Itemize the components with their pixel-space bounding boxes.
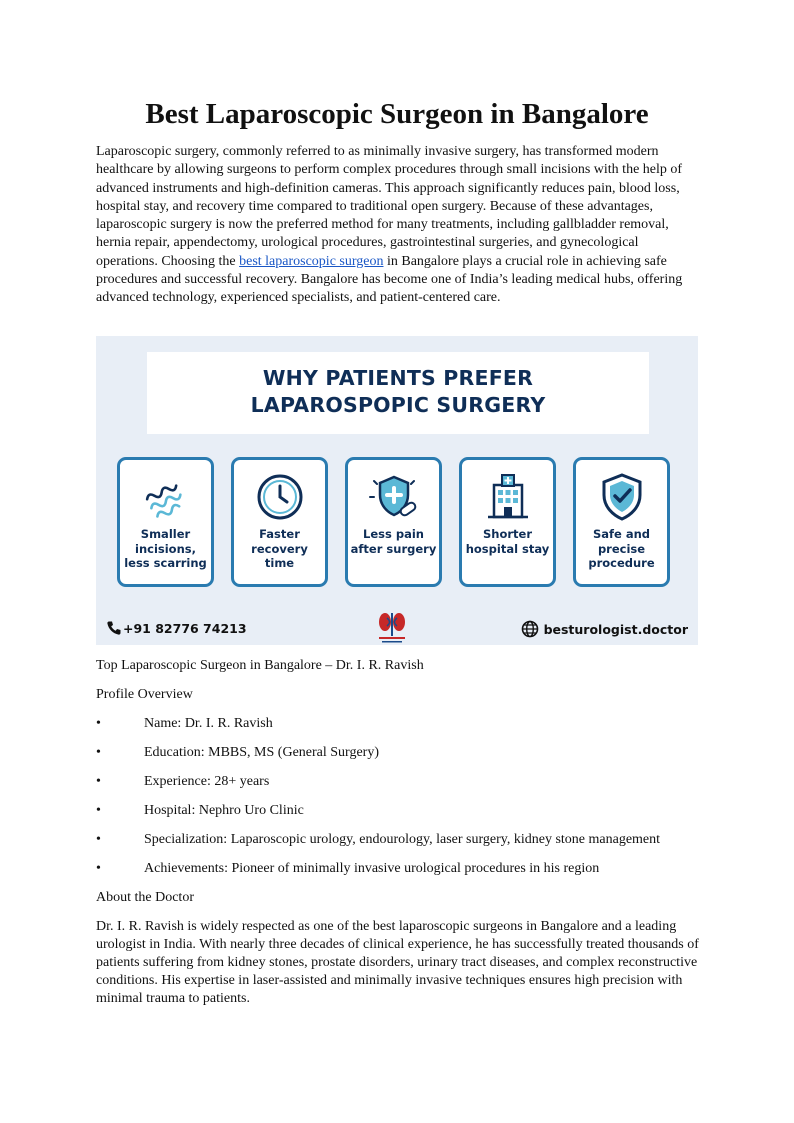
benefit-label-hospital: Shorter hospital stay — [465, 527, 550, 556]
benefit-card-safe — [573, 457, 670, 587]
benefit-card-pain — [345, 457, 442, 587]
bullet: • — [96, 803, 101, 818]
best-laparoscopic-surgeon-link[interactable]: best laparoscopic surgeon — [239, 253, 384, 269]
about-paragraph: Dr. I. R. Ravish is widely respected as one of the best laparoscopic surgeons in Bangalore and a leading urologist in India. With nearly three decades of clinical experience, he has successfully treated thousands of patients suffering from kidney stones, prostate disorders, urinary tract diseases, and complex reconstructive conditions. His expertise in laser-assisted and minimally invasive techniques ensures high precision with minimal trauma to patients. — [96, 919, 699, 1006]
globe-icon — [521, 620, 539, 638]
benefit-card-recovery — [231, 457, 328, 587]
banner-heading-line1: WHY PATIENTS PREFER — [262, 366, 534, 390]
benefit-label-pain: Less pain after surgery — [350, 527, 437, 556]
benefit-card-incisions — [117, 457, 214, 587]
profile-item-text: Education: MBBS, MS (General Surgery) — [144, 745, 379, 760]
phone-icon — [106, 620, 122, 636]
profile-item-text: Achievements: Pioneer of minimally invasive urological procedures in his region — [144, 861, 600, 876]
page-title: Best Laparoscopic Surgeon in Bangalore — [145, 98, 649, 130]
profile-item-text: Specialization: Laparoscopic urology, endourology, laser surgery, kidney stone management — [144, 832, 661, 847]
banner-footer — [96, 610, 698, 645]
phone-number: +91 82776 74213 — [123, 620, 247, 636]
profile-item-text: Experience: 28+ years — [144, 774, 270, 789]
banner-heading-line2: LAPAROSPOPIC SURGERY — [250, 393, 546, 417]
profile-item-text: Name: Dr. I. R. Ravish — [144, 716, 273, 731]
nephro-uro-clinic-logo-icon — [373, 610, 411, 645]
phone-contact — [106, 620, 247, 636]
bullet: • — [96, 745, 101, 760]
shield-check-icon — [596, 471, 648, 523]
bullet: • — [96, 861, 101, 876]
bullet: • — [96, 716, 101, 731]
profile-heading: Profile Overview — [96, 687, 193, 702]
about-heading: About the Doctor — [96, 890, 194, 905]
intro-paragraph — [96, 143, 700, 308]
shield-pill-icon — [368, 471, 420, 523]
bullet: • — [96, 832, 101, 847]
website-url: besturologist.doctor — [543, 621, 688, 637]
profile-item-text: Hospital: Nephro Uro Clinic — [144, 803, 304, 818]
benefit-card-hospital — [459, 457, 556, 587]
benefit-label-incisions: Smaller incisions, less scarring — [124, 527, 207, 570]
bullet: • — [96, 774, 101, 789]
section-heading: Top Laparoscopic Surgeon in Bangalore – Dr. I. R. Ravish — [96, 658, 424, 673]
website-contact — [521, 620, 688, 638]
intro-text-start: Laparoscopic surgery, commonly referred to as minimally invasive surgery, has transformed modern healthcare by allowing surgeons to perform complex procedures through small incisions with the help of advanced instruments and high-definition cameras. This approach significantly reduces pain, blood loss, hospital stay, and recovery time compared to traditional open surgery. Because of these advantages, laparoscopic surgery is now the preferred method for many treatments, including gallbladder removal, hernia repair, appendectomy, urological procedures, gastrointestinal surgeries, and gynecological operations. Choosing the — [96, 144, 683, 269]
benefit-label-recovery: Faster recovery time — [251, 527, 308, 570]
hospital-icon — [482, 471, 534, 523]
benefit-label-safe: Safe and precise procedure — [588, 527, 655, 570]
banner-heading-box — [147, 352, 649, 434]
why-patients-prefer-banner — [96, 336, 698, 645]
clock-icon — [254, 471, 306, 523]
incision-waves-icon — [140, 471, 192, 523]
intro-text-end: in Bangalore plays a crucial role in achieving safe procedures and successful recovery. Bangalore has become one of India’s leading medical hubs, offering advanced technology, experienced specialists, and patient-centered care. — [96, 253, 683, 306]
